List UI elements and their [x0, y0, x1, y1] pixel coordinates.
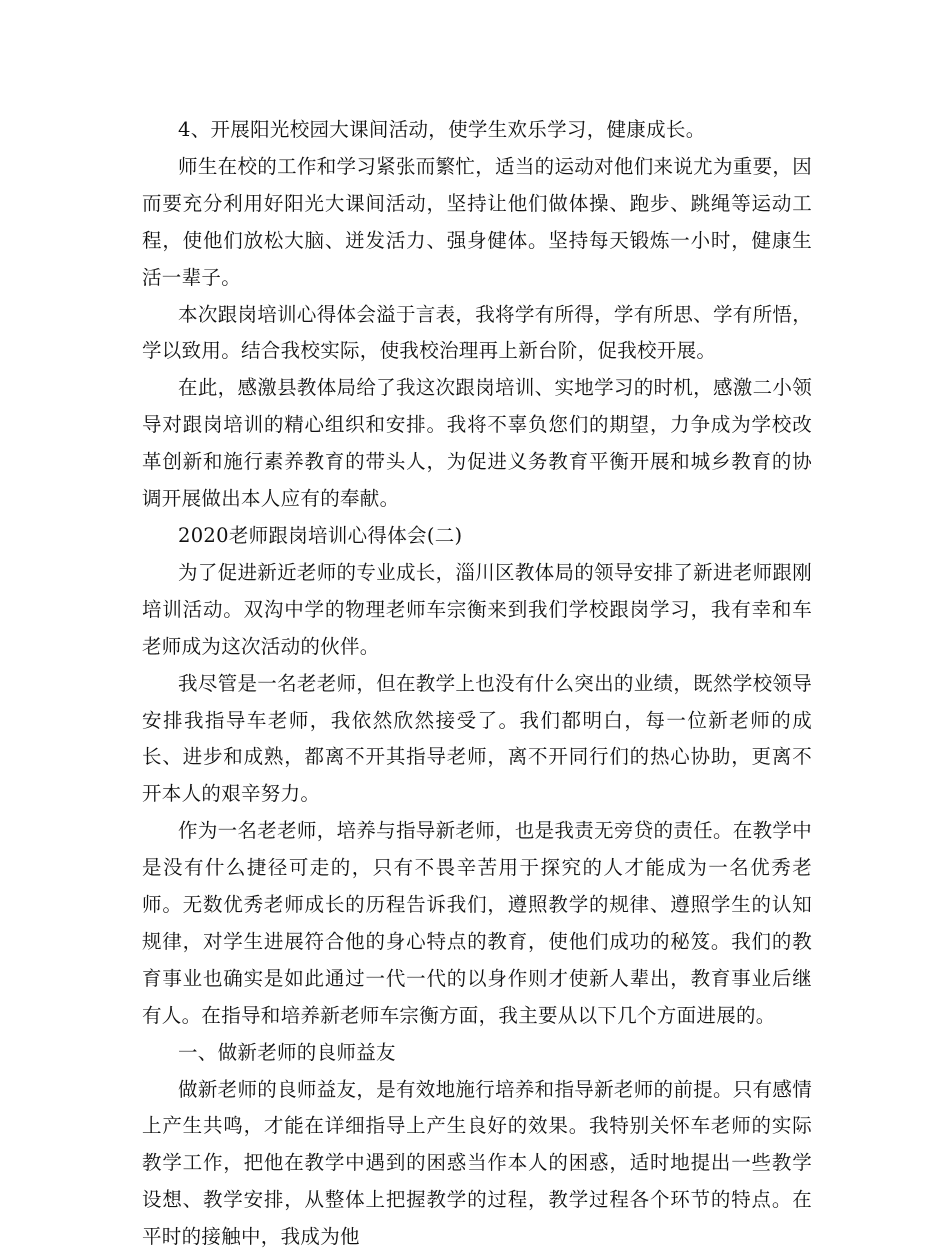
paragraph-exercise: 师生在校的工作和学习紧张而繁忙，适当的运动对他们来说尤为重要，因而要充分利用好阳光大课间活动，坚持让他们做体操、跑步、跳绳等运动工程，使他们放松大脑、迸发活力、强身健体。坚持每天锻炼一小时，健康生活一辈子。	[142, 154, 812, 289]
paragraph-responsibility: 作为一名老老师，培养与指导新老师，也是我责无旁贷的责任。在教学中是没有什么捷径可走的，只有不畏辛苦用于探究的人才能成为一名优秀老师。无数优秀老师成长的历程告诉我们，遵照教学的规律、遵照学生的认知规律，对学生进展符合他的身心特点的教育，使他们成功的秘笈。我们的教育事业也确实是如此通过一代一代的以身作则才使新人辈出，教育事业后继有人。在指导和培养新老师车宗衡方面，我主要从以下几个方面进展的。	[142, 819, 812, 1027]
section-title: 2020老师跟岗培训心得体会(二)	[178, 523, 463, 547]
paragraph-mentor: 我尽管是一名老老师，但在教学上也没有什么突出的业绩，既然学校领导安排我指导车老师，我依然欣然接受了。我们都明白，每一位新老师的成长、进步和成熟，都离不开其指导老师，离不开同行们的热心协助，更离不开本人的艰辛努力。	[142, 671, 812, 806]
paragraph-intro: 为了促进新近老师的专业成长，淄川区教体局的领导安排了新进老师跟刚培训活动。双沟中学的物理老师车宗衡来到我们学校跟岗学习，我有幸和车老师成为这次活动的伙伴。	[142, 560, 812, 658]
paragraph-reflection: 本次跟岗培训心得体会溢于言表，我将学有所得，学有所思、学有所悟，学以致用。结合我校实际，使我校治理再上新台阶，促我校开展。	[142, 302, 812, 363]
paragraph-mentor-friend: 做新老师的良师益友，是有效地施行培养和指导新老师的前提。只有感情上产生共鸣，才能在详细指导上产生良好的效果。我特别关怀车老师的实际教学工作，把他在教学中遇到的困惑当作本人的困惑，适时地提出一些教学设想、教学安排，从整体上把握教学的过程，教学过程各个环节的特点。在平时的接触中，我成为他	[142, 1077, 812, 1249]
paragraph-thanks: 在此，感激县教体局给了我这次跟岗培训、实地学习的时机，感激二小领导对跟岗培训的精心组织和安排。我将不辜负您们的期望，力争成为学校改革创新和施行素养教育的带头人，为促进义务教育平衡开展和城乡教育的协调开展做出本人应有的奉献。	[142, 376, 812, 511]
subheading-mentor-friend: 一、做新老师的良师益友	[178, 1040, 396, 1064]
document-body	[142, 112, 812, 1256]
paragraph-activity-heading: 4、开展阳光校园大课间活动，使学生欢乐学习，健康成长。	[178, 118, 706, 141]
